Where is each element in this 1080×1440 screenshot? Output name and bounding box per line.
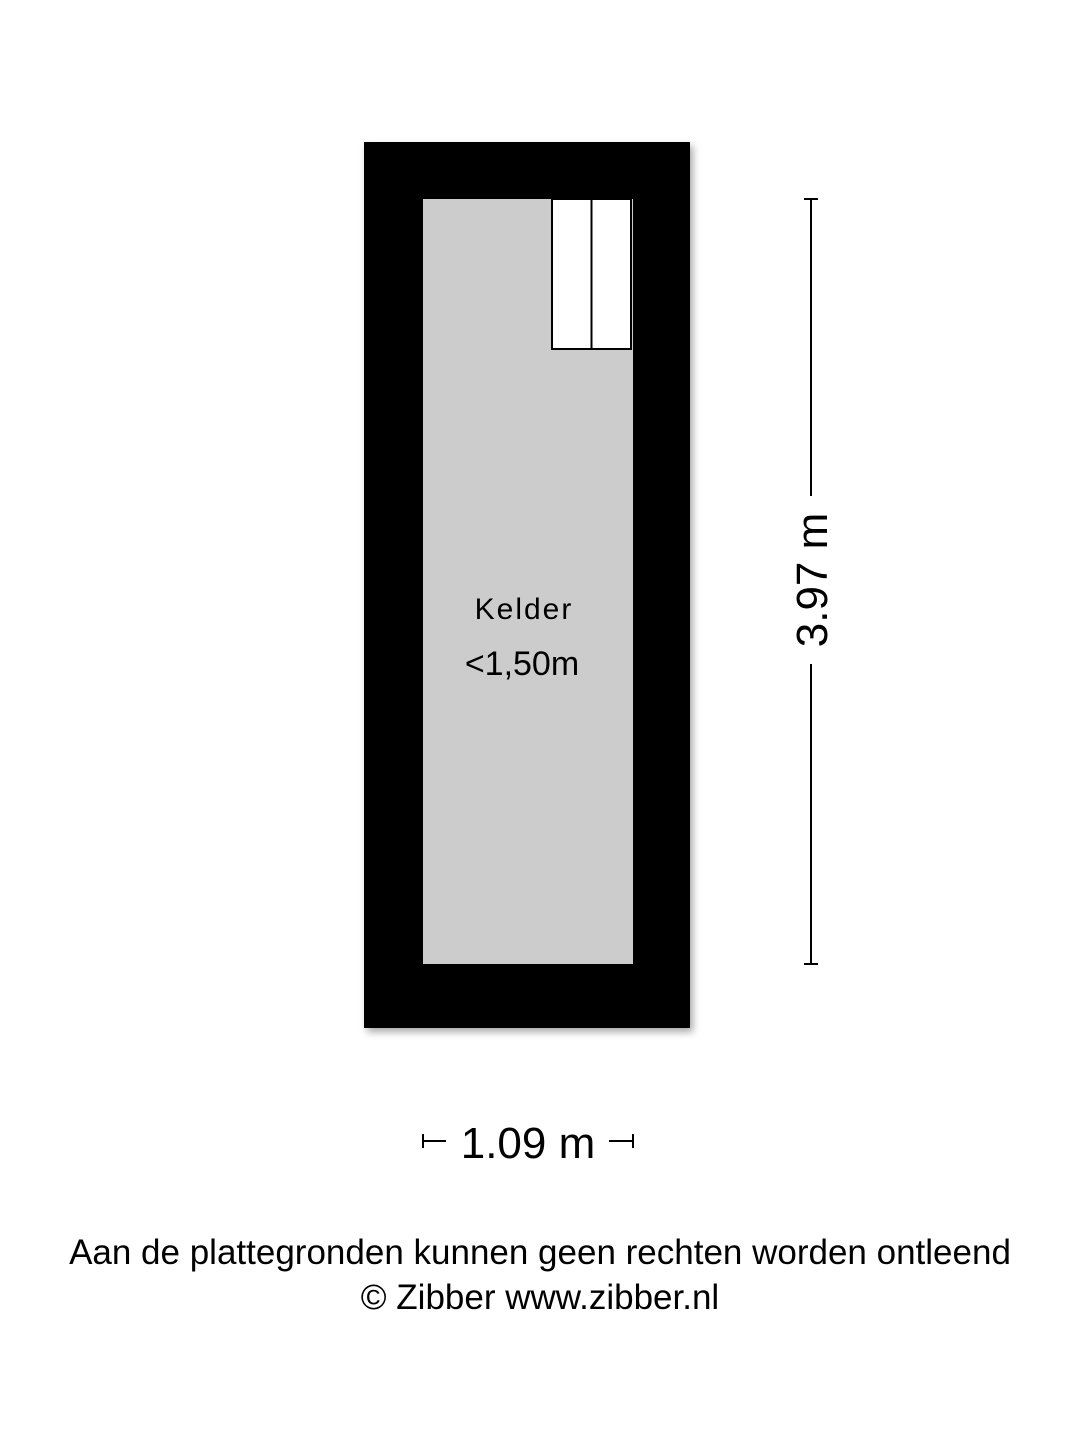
width-dimension — [423, 1119, 633, 1168]
disclaimer-text: Aan de plattegronden kunnen geen rechten worden ontleend — [69, 1233, 1011, 1272]
room-name: Kelder — [474, 593, 574, 626]
length-dimension — [788, 199, 837, 964]
copyright-text: © Zibber www.zibber.nl — [360, 1278, 720, 1317]
length-label: 3.97 m — [788, 512, 837, 648]
staircase — [552, 199, 631, 349]
width-label: 1.09 m — [460, 1119, 596, 1168]
room-height-note: <1,50m — [464, 645, 580, 683]
